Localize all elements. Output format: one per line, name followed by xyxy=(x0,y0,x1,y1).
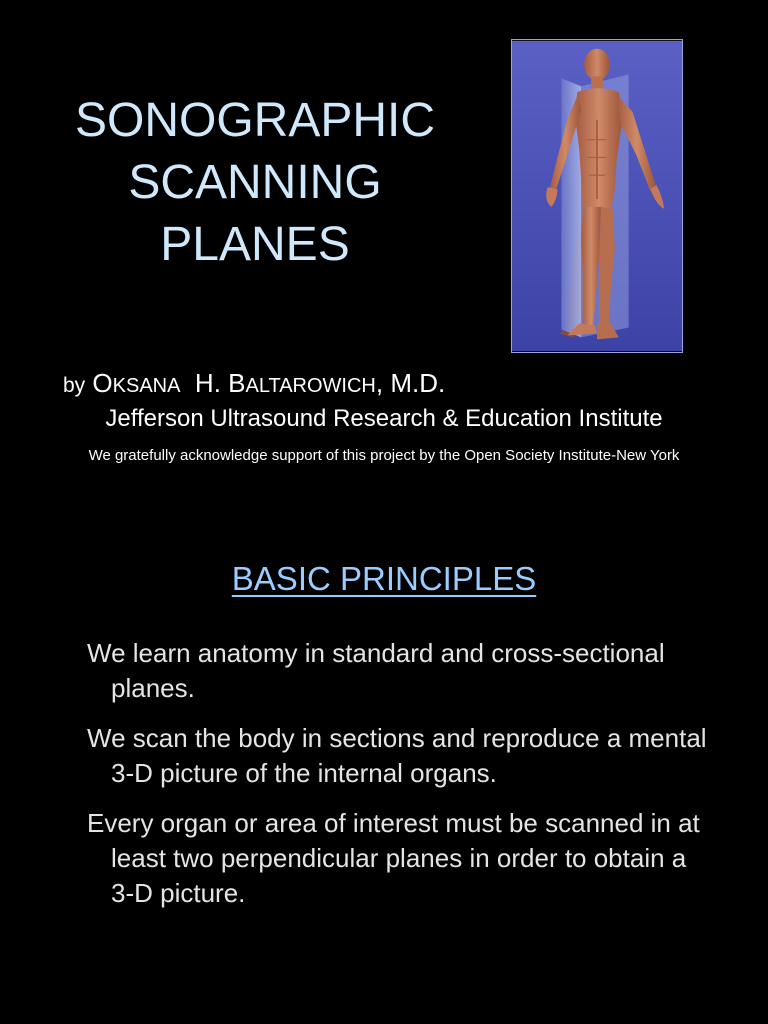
list-item: Every organ or area of interest must be scanned in at least two perpendicular planes in order to obtain a 3-D picture. xyxy=(87,808,700,908)
author-byline xyxy=(63,368,445,399)
author-first-initial: O xyxy=(92,368,113,398)
principles-list xyxy=(87,636,707,926)
human-figure-sagittal-plane-illustration-icon xyxy=(512,40,682,352)
human-figure-image xyxy=(511,39,683,353)
section-heading: BASIC PRINCIPLES xyxy=(231,560,537,597)
title-line-2: SCANNING xyxy=(128,156,382,209)
byline-by: by xyxy=(63,374,86,397)
author-middle: H. xyxy=(194,368,221,398)
institute-name: Jefferson Ultrasound Research & Education Institute xyxy=(105,405,663,432)
page-title xyxy=(40,90,470,276)
title-line-3: PLANES xyxy=(160,218,350,271)
author-last-rest: ALTAROWICH xyxy=(245,375,376,397)
author-suffix: , M.D. xyxy=(375,368,446,398)
list-item: We learn anatomy in standard and cross-sectional planes. xyxy=(87,638,665,703)
author-last-initial: B xyxy=(228,368,246,398)
title-line-1: SONOGRAPHIC xyxy=(74,94,436,147)
author-first-rest: KSANA xyxy=(112,375,181,397)
list-item: We scan the body in sections and reproduce a mental 3-D picture of the internal organs. xyxy=(87,723,707,788)
acknowledgement-text: We gratefully acknowledge support of this project by the Open Society Institute-New York xyxy=(88,447,680,464)
